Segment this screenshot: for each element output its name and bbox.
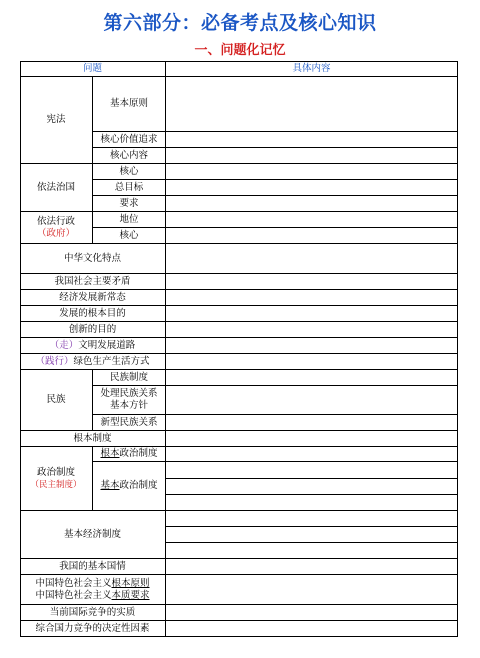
political-label: 政治制度 bbox=[36, 466, 75, 478]
row-label-core-value: 核心价值追求 bbox=[100, 133, 158, 145]
row-label-socialism bbox=[20, 575, 165, 604]
ethnic-policy-line1: 处理民族关系 bbox=[100, 388, 158, 399]
green-text: 绿色生产生活方式 bbox=[73, 355, 150, 367]
ethnic-policy-line2: 基本方针 bbox=[109, 400, 148, 411]
basic-prefix: 基本 bbox=[100, 480, 120, 491]
row-label-economic-system: 基本经济制度 bbox=[63, 528, 121, 540]
page-title: 第六部分：必备考点及核心知识 bbox=[103, 12, 377, 34]
socialism-line1-prefix: 中国特色社会主义 bbox=[35, 577, 112, 589]
column-header-content: 具体内容 bbox=[292, 63, 331, 74]
row-label-new-normal: 经济发展新常态 bbox=[59, 291, 126, 303]
row-label-culture: 中华文化特点 bbox=[63, 252, 121, 264]
socialism-line1 bbox=[35, 578, 149, 590]
row-label-civilization-path bbox=[20, 338, 165, 353]
root-suffix: 政治制度 bbox=[119, 448, 158, 459]
civilization-text: 文明发展道路 bbox=[78, 339, 136, 351]
socialism-line2-prefix: 中国特色社会主义 bbox=[35, 589, 112, 601]
row-label-overall-goal: 总目标 bbox=[114, 181, 144, 193]
row-label-decisive-factor: 综合国力竞争的决定性因素 bbox=[35, 622, 150, 634]
section-subtitle: 一、问题化记忆 bbox=[194, 43, 286, 58]
row-label-main-contradiction: 我国社会主要矛盾 bbox=[54, 275, 131, 287]
political-note: （民主制度） bbox=[30, 479, 82, 490]
row-label-core-content: 核心内容 bbox=[109, 149, 148, 161]
column-header-question: 问题 bbox=[82, 63, 102, 74]
row-label-national-conditions: 我国的基本国情 bbox=[59, 560, 126, 572]
row-label-development-purpose: 发展的根本目的 bbox=[59, 307, 126, 319]
row-label-ethnic-policy bbox=[93, 386, 165, 414]
row-label-basic-principles: 基本原则 bbox=[109, 98, 148, 109]
root-prefix: 根本 bbox=[100, 448, 120, 459]
administration-label: 依法行政 bbox=[36, 215, 75, 227]
group-label-rule-of-law: 依法治国 bbox=[36, 181, 75, 193]
group-label-constitution: 宪法 bbox=[46, 114, 66, 125]
row-label-ethnic-system: 民族制度 bbox=[109, 371, 148, 383]
knowledge-table bbox=[20, 61, 458, 637]
row-label-competition: 当前国际竞争的实质 bbox=[49, 606, 136, 618]
basic-suffix: 政治制度 bbox=[119, 480, 158, 491]
group-label-political-system bbox=[20, 447, 92, 510]
socialism-line1-key: 根本原则 bbox=[111, 577, 150, 589]
green-prefix: （践行） bbox=[35, 355, 74, 367]
row-label-requirements: 要求 bbox=[119, 197, 139, 209]
civilization-prefix: （走） bbox=[49, 339, 79, 351]
row-label-root-political-system bbox=[93, 447, 165, 461]
socialism-line2 bbox=[35, 590, 149, 602]
group-label-ethnic: 民族 bbox=[46, 394, 66, 405]
row-label-green-lifestyle bbox=[20, 354, 165, 369]
group-label-administration bbox=[20, 212, 92, 243]
row-label-core: 核心 bbox=[119, 165, 139, 177]
row-label-new-ethnic-relations: 新型民族关系 bbox=[100, 416, 158, 428]
administration-note: （政府） bbox=[36, 227, 75, 239]
row-label-basic-political-system bbox=[93, 462, 165, 510]
row-label-status: 地位 bbox=[119, 213, 139, 225]
socialism-line2-key: 本质要求 bbox=[111, 589, 150, 601]
row-label-innovation-purpose: 创新的目的 bbox=[68, 323, 117, 335]
row-label-admin-core: 核心 bbox=[119, 229, 139, 241]
row-label-fundamental-system: 根本制度 bbox=[73, 432, 112, 444]
